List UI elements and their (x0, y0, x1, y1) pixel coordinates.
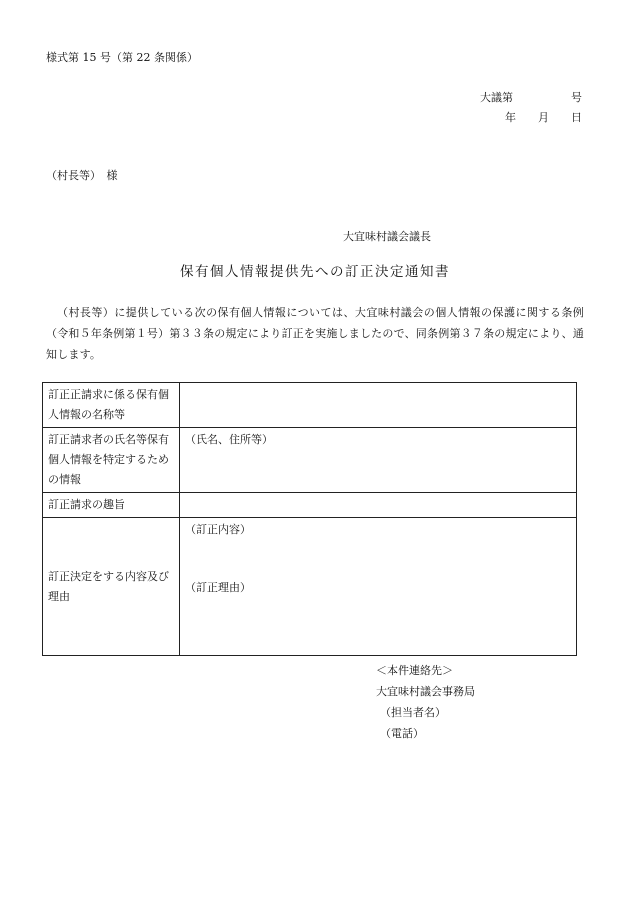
row-label-request-purpose: 訂正請求の趣旨 (43, 493, 180, 518)
row-value-decision-details (180, 518, 577, 656)
row-value-target-info (180, 383, 577, 428)
document-number-suffix: 号 (571, 91, 582, 104)
table-row (43, 493, 577, 518)
date-month-label: 月 (538, 111, 549, 124)
date-day-label: 日 (571, 111, 582, 124)
table-row (43, 383, 577, 428)
contact-office: 大宜味村議会事務局 (376, 685, 475, 698)
row-label-target-info: 訂正正請求に係る保有個人情報の名称等 (43, 383, 180, 428)
row-label-requester-info: 訂正請求者の氏名等保有個人情報を特定するための情報 (43, 428, 180, 493)
contact-person: （担当者名） (380, 706, 446, 719)
addressee: （村長等） 様 (46, 169, 118, 182)
table-row (43, 518, 577, 656)
contact-block (376, 660, 475, 744)
date-year-label: 年 (505, 111, 516, 124)
sender-name: 大宜味村議会議長 (343, 230, 431, 243)
row-value-request-purpose (180, 493, 577, 518)
form-number: 様式第 15 号（第 22 条関係） (46, 51, 198, 64)
body-paragraph: （村長等）に提供している次の保有個人情報については、大宜味村議会の個人情報の保護に関する条例（令和５年条例第１号）第３３条の規定により訂正を実施しましたので、同条例第３７条の規定により、通知します。 (46, 306, 584, 361)
document-title: 保有個人情報提供先への訂正決定通知書 (180, 264, 450, 280)
issue-date (505, 109, 582, 127)
row-label-decision-details: 訂正決定をする内容及び理由 (43, 518, 180, 656)
table-row (43, 428, 577, 493)
document-number-prefix: 大議第 (480, 91, 513, 104)
row-value-requester-info: （氏名、住所等） (180, 428, 577, 493)
contact-heading: ＜本件連絡先＞ (376, 664, 453, 677)
correction-reason-label: （訂正理由） (185, 581, 251, 594)
info-table (42, 382, 577, 656)
contact-phone: （電話） (380, 727, 424, 740)
document-number (480, 89, 582, 107)
correction-content-label: （訂正内容） (185, 523, 251, 536)
